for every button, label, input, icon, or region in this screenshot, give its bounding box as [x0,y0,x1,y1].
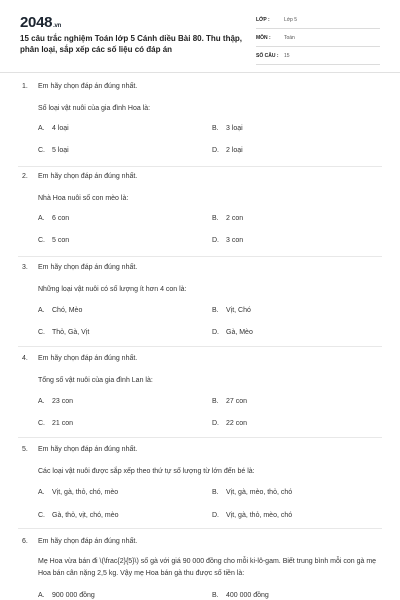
meta-row-grade [256,14,380,29]
option-c[interactable] [38,147,69,154]
option-text: 2 loại [226,147,243,154]
meta-label: LỚP : [256,17,270,23]
option-letter: A. [38,398,45,405]
option-b[interactable] [212,215,243,222]
question-number: 1. [22,83,28,90]
option-text: 6 con [52,215,70,222]
meta-value: Lớp 5 [284,17,298,23]
question-number: 2. [22,173,28,180]
question-number: 6. [22,538,28,545]
option-letter: B. [212,489,219,496]
meta-label: SỐ CÂU : [256,53,279,59]
option-letter: D. [212,329,219,336]
option-d[interactable] [212,512,292,519]
option-text: Thỏ, Gà, Vịt [52,329,90,336]
option-text: 5 con [52,237,70,244]
question-instruction: Em hãy chọn đáp án đúng nhất. [38,83,138,90]
option-d[interactable] [212,237,243,244]
option-text: Vịt, gà, thỏ, mèo, chó [226,512,293,519]
option-letter: A. [38,307,45,314]
option-text: 400 000 đồng [226,592,269,599]
question-1 [0,83,400,163]
option-letter: D. [212,237,219,244]
option-letter: C. [38,237,45,244]
option-letter: D. [212,147,219,154]
question-2 [0,173,400,253]
question-3 [0,264,400,344]
question-number: 3. [22,264,28,271]
question-divider [18,256,382,257]
option-text: 27 con [226,398,248,405]
meta-value: Toán [284,35,295,41]
question-stem: Các loại vật nuôi được sắp xếp theo thứ tự số lượng từ lớn đến bé là: [38,468,255,475]
option-letter: C. [38,329,45,336]
document-title: 15 câu trắc nghiệm Toán lớp 5 Cánh diều Bài 80. Thu thập, phân loại, sắp xếp các số liệu có đáp án [20,34,243,54]
option-letter: B. [212,592,219,599]
option-letter: A. [38,592,45,599]
option-c[interactable] [38,512,119,519]
option-letter: A. [38,215,45,222]
option-letter: D. [212,420,219,427]
option-c[interactable] [38,420,73,427]
option-a[interactable] [38,489,118,496]
meta-info [256,14,380,68]
question-instruction: Em hãy chọn đáp án đúng nhất. [38,538,138,545]
question-divider [18,346,382,347]
logo-main: 2048 [20,14,53,31]
option-d[interactable] [212,329,253,336]
option-text: Gà, Mèo [226,329,253,336]
option-letter: B. [212,215,219,222]
option-text: 22 con [226,420,248,427]
question-divider [18,437,382,438]
option-a[interactable] [38,398,73,405]
question-5 [0,446,400,526]
question-stem: Những loại vật nuôi có số lượng ít hơn 4 con là: [38,286,187,293]
option-letter: C. [38,147,45,154]
option-letter: C. [38,512,45,519]
page-header [0,0,400,68]
option-text: 4 loại [52,125,69,132]
option-text: 3 loại [226,125,243,132]
meta-row-subject [256,32,380,47]
option-a[interactable] [38,215,69,222]
option-text: 21 con [52,420,74,427]
site-logo[interactable] [20,14,61,31]
question-instruction: Em hãy chọn đáp án đúng nhất. [38,173,138,180]
question-instruction: Em hãy chọn đáp án đúng nhất. [38,264,138,271]
option-text: Vịt, gà, thỏ, chó, mèo [52,489,119,496]
option-d[interactable] [212,147,243,154]
question-stem: Số loại vật nuôi của gia đình Hoa là: [38,105,151,112]
meta-row-count [256,50,380,65]
option-letter: A. [38,489,45,496]
question-stem: Tổng số vật nuôi của gia đình Lan là: [38,377,153,384]
option-letter: B. [212,398,219,405]
option-text: Vịt, gà, mèo, thỏ, chó [226,489,293,496]
question-stem: Mẹ Hoa vừa bán đi \(\frac{2}{5}\) số gà với giá 90 000 đồng cho mỗi ki-lô-gam. Biết trung bình mỗi con gà mẹ Hoa bán cân nặng 2,5 kg. Vậy mẹ Hoa bán gà thu được số tiền là: [38,558,377,577]
question-divider [18,166,382,167]
header-divider [0,72,400,73]
option-d[interactable] [212,420,247,427]
meta-value: 15 [284,53,290,59]
option-text: 5 loại [52,147,69,154]
option-text: Gà, thỏ, vịt, chó, mèo [52,512,119,519]
option-b[interactable] [212,489,292,496]
option-c[interactable] [38,329,89,336]
option-letter: C. [38,420,45,427]
option-text: Chó, Mèo [52,307,83,314]
question-instruction: Em hãy chọn đáp án đúng nhất. [38,355,138,362]
option-letter: B. [212,125,219,132]
question-instruction: Em hãy chọn đáp án đúng nhất. [38,446,138,453]
option-c[interactable] [38,237,69,244]
meta-label: MÔN : [256,35,271,41]
option-text: 900 000 đồng [52,592,95,599]
option-text: 23 con [52,398,74,405]
option-b[interactable] [212,398,247,405]
option-a[interactable] [38,307,82,314]
option-b[interactable] [212,592,269,599]
option-letter: B. [212,307,219,314]
option-letter: D. [212,512,219,519]
question-divider [18,528,382,529]
question-6 [0,538,400,600]
question-number: 4. [22,355,28,362]
option-text: 2 con [226,215,244,222]
option-letter: A. [38,125,45,132]
logo-suffix: .vn [53,23,61,29]
option-text: 3 con [226,237,244,244]
question-4 [0,355,400,435]
option-b[interactable] [212,307,251,314]
option-a[interactable] [38,592,95,599]
question-stem: Nhà Hoa nuôi số con mèo là: [38,195,129,202]
question-number: 5. [22,446,28,453]
option-b[interactable] [212,125,243,132]
option-text: Vịt, Chó [226,307,251,314]
option-a[interactable] [38,125,69,132]
